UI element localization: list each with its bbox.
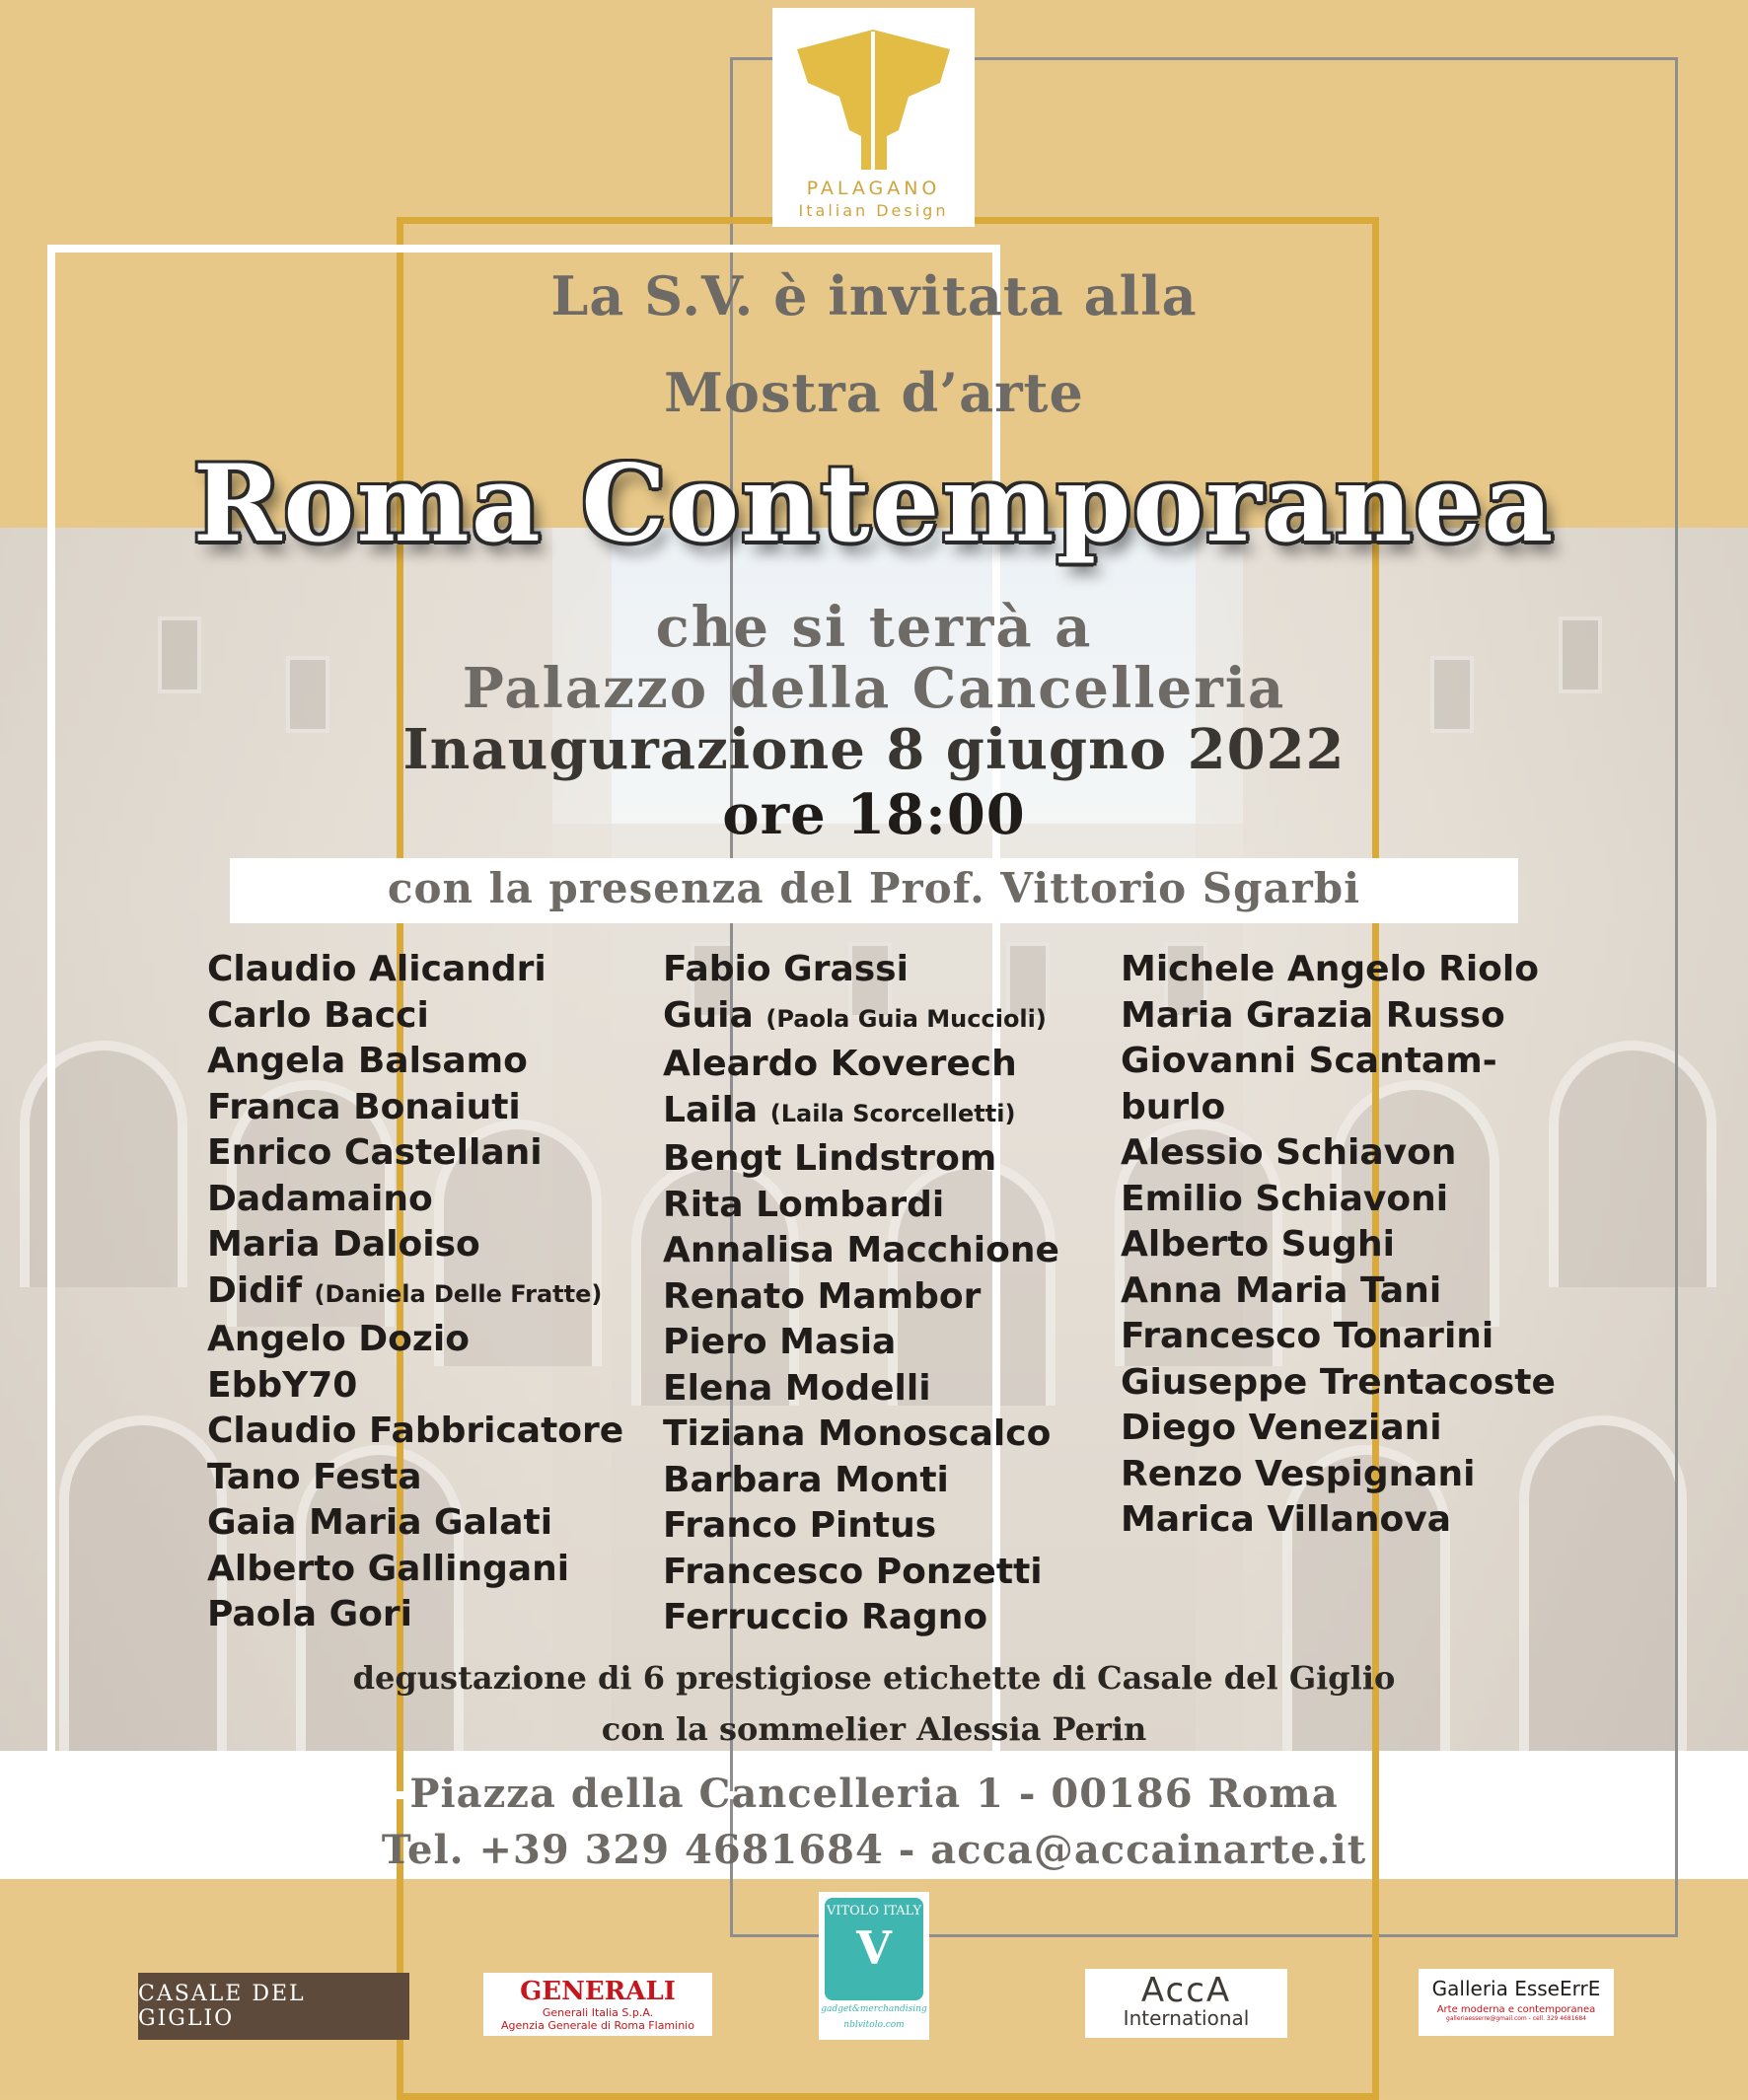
artist-row [1121,1130,1556,1177]
artist-row [207,1039,623,1085]
artist-name: Tiziana Monoscalco [663,1413,1052,1454]
artist-name: Ferruccio Ragno [663,1597,988,1637]
artist-name: Gaia Maria Galati [207,1502,553,1543]
artist-name: Renato Mambor [663,1275,982,1317]
artist-name: Paola Gori [207,1594,412,1634]
artists-column-3 [1121,947,1556,1544]
venue-name: Palazzo della Cancelleria [462,656,1286,721]
artist-row [663,1550,1059,1596]
artist-name: Maria Grazia Russo [1121,994,1505,1036]
artist-row [207,1409,623,1455]
artist-name: Anna Maria Tani [1121,1269,1442,1311]
artist-name: Francesco Tonarini [1121,1316,1494,1356]
artist-name: EbbY70 [207,1364,358,1406]
artist-name: Michele Angelo Riolo [1121,949,1539,989]
artist-row [1121,1360,1556,1407]
artist-row [663,1366,1059,1412]
artist-name: Enrico Castellani [207,1132,543,1173]
artist-row [207,1177,623,1223]
sponsor-casale-del-giglio [138,1973,409,2040]
artist-row [207,947,623,993]
artist-name: Renzo Vespignani [1121,1453,1476,1494]
artist-name: Francesco Ponzetti [663,1551,1043,1592]
artist-name: Marica Villanova [1121,1499,1452,1540]
artist-row [207,1130,623,1177]
artist-row [207,1222,623,1268]
tasting-line: degustazione di 6 prestigiose etichette di Casale del Giglio [352,1659,1396,1697]
artist-row [663,1042,1059,1088]
sponsor-generali [483,1973,712,2036]
artist-name: Alberto Sughi [1121,1224,1395,1265]
artist-row [1121,947,1556,993]
acca-sub: International [1123,2006,1250,2030]
artist-row [663,1228,1059,1274]
artist-name: Franca Bonaiuti [207,1086,521,1127]
artists-column-1 [207,947,623,1638]
venue-intro: che si terrà a [655,595,1093,660]
artist-row [1121,1222,1556,1268]
artist-row [663,1088,1059,1137]
artist-name: Didif [207,1269,302,1311]
sommelier-line: con la sommelier Alessia Perin [601,1710,1147,1748]
generali-line2: Agenzia Generale di Roma Flaminio [501,2019,694,2032]
vitolo-line1: gadget&merchandising [821,2004,927,2014]
artist-name: Alberto Gallingani [207,1548,570,1589]
artist-name: Elena Modelli [663,1367,931,1409]
artist-row [663,1183,1059,1229]
artist-row [663,1595,1059,1641]
artist-row [663,1136,1059,1183]
vitolo-name: VITOLO ITALY [826,1904,922,1919]
artist-name: Claudio Fabbricatore [207,1411,624,1451]
artist-name: Aleardo Koverech [663,1044,1017,1084]
artist-name: Giuseppe Trentacoste [1121,1361,1556,1403]
inauguration-date: Inaugurazione 8 giugno 2022 [402,717,1346,782]
artist-name: Tano Festa [207,1456,422,1497]
galleria-sub: Arte moderna e contemporanea [1436,2004,1596,2015]
galleria-name: Galleria EsseErrE [1431,1977,1601,2000]
artist-row [207,1317,623,1363]
vitolo-badge-icon [825,1898,923,2000]
exhibition-title: Roma Contemporanea [192,442,1556,566]
artist-name: Giovanni Scantam- [1121,1041,1497,1081]
artist-name: Carlo Bacci [207,994,429,1036]
sponsor-casale-name: CASALE DEL GIGLIO [138,1982,306,2031]
generali-name: GENERALI [520,1977,676,2006]
vitolo-letter: V [856,1921,892,1975]
artists-column-2 [663,947,1059,1641]
palagano-logo [772,8,975,227]
sponsor-vitolo [819,1892,929,2040]
logo-name: PALAGANO [806,178,941,199]
artist-name: Fabio Grassi [663,949,909,989]
artist-row [663,1274,1059,1321]
artist-name: burlo [1121,1086,1226,1127]
artist-row [207,1268,623,1318]
artist-name: Franco Pintus [663,1505,937,1546]
artist-name: Dadamaino [207,1178,433,1219]
artist-row [207,1592,623,1638]
palagano-emblem-icon [792,22,955,170]
artist-row [207,1500,623,1547]
artist-name: Rita Lombardi [663,1184,945,1225]
artist-row [207,1547,623,1593]
guest-line: con la presenza del Prof. Vittorio Sgarbi [387,864,1361,912]
artist-row [1121,1085,1556,1131]
artist-name: Bengt Lindstrom [663,1138,997,1179]
invitation-line: La S.V. è invitata alla [550,264,1198,327]
artist-row [1121,1268,1556,1315]
generali-line1: Generali Italia S.p.A. [542,2006,654,2019]
phone-email: Tel. +39 329 4681684 - acca@accainarte.it [381,1827,1367,1873]
artist-row [207,1363,623,1410]
artist-row [663,1503,1059,1550]
artist-row [1121,1314,1556,1360]
artist-row [663,1458,1059,1504]
galleria-contact: galleriaesserre@gmail.com - cell. 329 4681684 [1446,2015,1586,2022]
artist-name: Diego Veneziani [1121,1408,1442,1448]
address: Piazza della Cancelleria 1 - 00186 Roma [409,1771,1339,1817]
artist-name: Angelo Dozio [207,1319,470,1359]
artist-name: Guia [663,994,754,1036]
artist-row [1121,1452,1556,1498]
artist-note: (Laila Scorcelletti) [769,1099,1016,1127]
artist-row [663,1412,1059,1458]
artist-row [207,993,623,1040]
artist-name: Laila [663,1089,759,1130]
acca-name: AccA [1140,1971,1232,2010]
artist-row [663,1320,1059,1366]
exhibition-type: Mostra d’arte [664,361,1084,424]
artist-name: Maria Daloiso [207,1224,480,1265]
artist-row [1121,993,1556,1040]
artist-name: Claudio Alicandri [207,949,546,989]
artist-name: Piero Masia [663,1322,897,1362]
artist-row [1121,1177,1556,1223]
sponsor-acca [1085,1969,1287,2038]
inauguration-time: ore 18:00 [722,782,1026,847]
artist-name: Barbara Monti [663,1459,949,1500]
artist-note: (Daniela Delle Fratte) [314,1279,603,1308]
artist-row [1121,1497,1556,1544]
vitolo-line2: nblvitolo.com [843,2020,905,2030]
sponsor-galleria-esserre [1419,1969,1614,2036]
logo-tagline: Italian Design [798,201,949,220]
artist-name: Angela Balsamo [207,1041,528,1081]
artist-name: Alessio Schiavon [1121,1132,1457,1173]
artist-row [207,1455,623,1501]
artist-row [207,1085,623,1131]
artist-name: Annalisa Macchione [663,1230,1059,1270]
artist-row [1121,1406,1556,1452]
artist-row [663,947,1059,993]
artist-note: (Paola Guia Muccioli) [765,1004,1047,1033]
artist-row [663,993,1059,1043]
artist-row [1121,1039,1556,1085]
artist-name: Emilio Schiavoni [1121,1178,1449,1219]
